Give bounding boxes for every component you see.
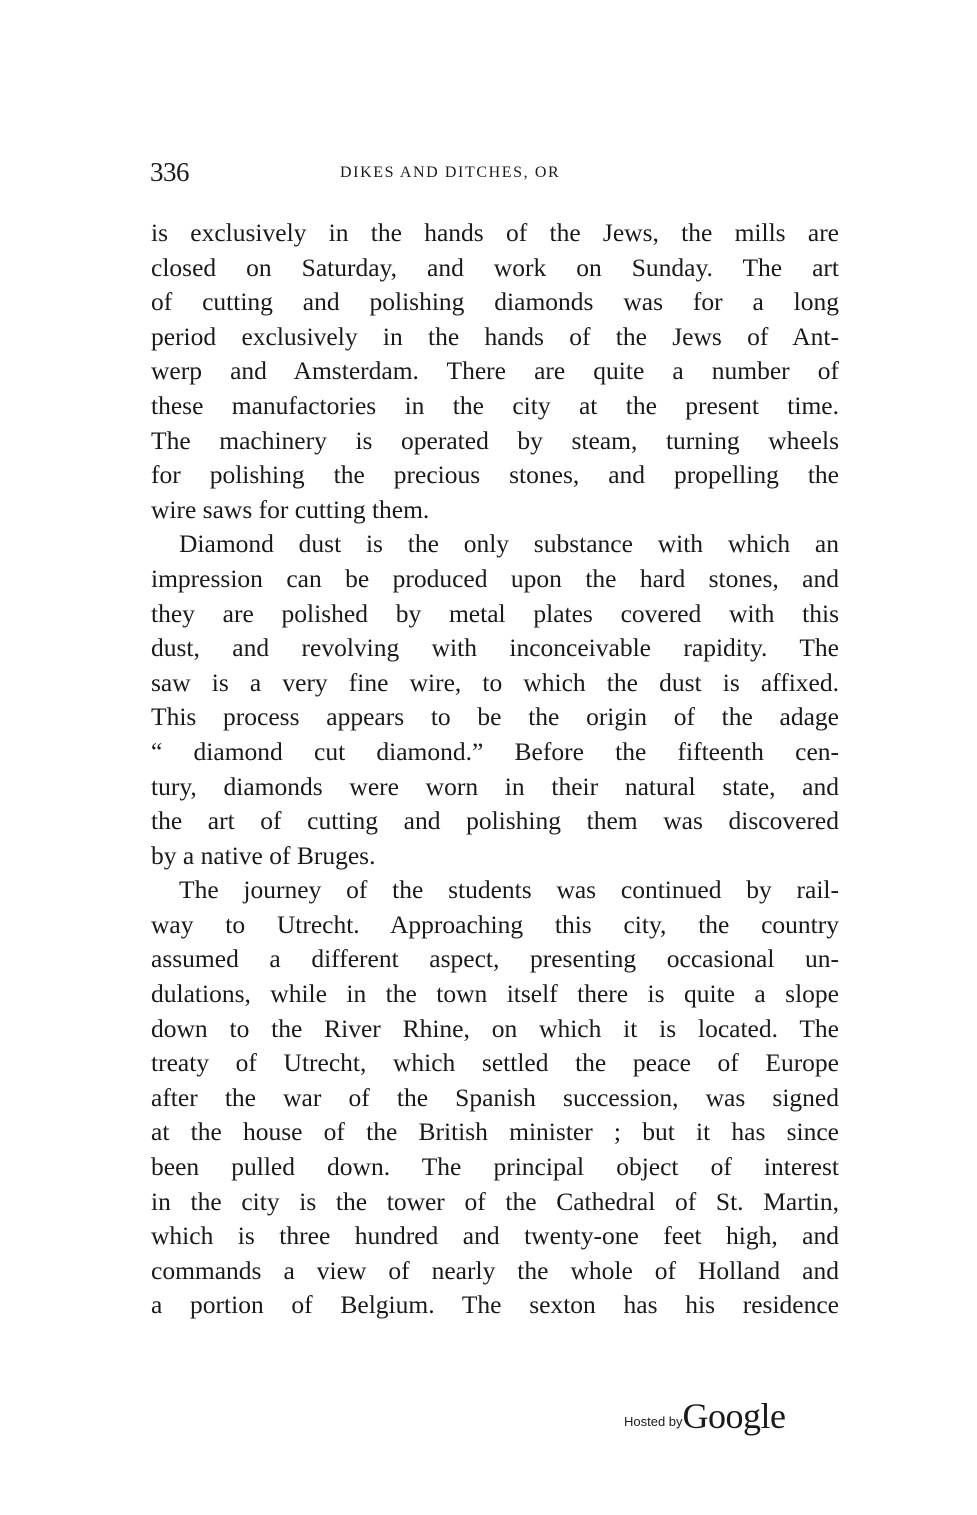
text-line: in the city is the tower of the Cathedral of St. Martin, [151,1186,839,1216]
text-line: treaty of Utrecht, which settled the peace of Europe [151,1048,839,1078]
text-line: dust, and revolving with inconceivable rapidity. The [151,633,839,663]
paragraph [151,873,839,1323]
text-line: of cutting and polishing diamonds was for a long [151,287,839,317]
text-line: dulations, while in the town itself there is quite a slope [151,979,839,1009]
page-header [150,157,840,193]
text-line: werp and Amsterdam. There are quite a number of [151,356,839,386]
hosted-by-label: Hosted by [624,1414,683,1429]
text-line: for polishing the precious stones, and propelling the [151,460,839,490]
running-head: DIKES AND DITCHES, OR [340,164,561,181]
text-line: The machinery is operated by steam, turning wheels [151,425,839,455]
text-line: period exclusively in the hands of the Jews of Ant- [151,321,839,351]
text-line: these manufactories in the city at the present time. [151,390,839,420]
hosted-by-google-watermark [624,1395,786,1437]
text-line: way to Utrecht. Approaching this city, the country [151,909,839,939]
text-line: impression can be produced upon the hard stones, and [151,563,839,593]
text-line: The journey of the students was continued by rail- [179,875,839,905]
google-logo: Google [682,1396,786,1436]
text-line: after the war of the Spanish succession, was signed [151,1082,839,1112]
text-line: commands a view of nearly the whole of Holland and [151,1255,839,1285]
paragraph [151,527,839,873]
text-line: which is three hundred and twenty-one feet high, and [151,1221,839,1251]
text-line: “ diamond cut diamond.” Before the fifteenth cen- [151,736,839,766]
text-line: by a native of Bruges. [151,840,376,870]
body-text [151,216,839,1323]
text-line: Diamond dust is the only substance with which an [179,529,839,559]
text-line: at the house of the British minister ; but it has since [151,1117,839,1147]
text-line: tury, diamonds were worn in their natural state, and [151,771,839,801]
text-line: saw is a very fine wire, to which the dust is affixed. [151,667,839,697]
text-line: closed on Saturday, and work on Sunday. The art [151,252,839,282]
text-line: a portion of Belgium. The sexton has his residence [151,1290,839,1320]
text-line: down to the River Rhine, on which it is located. The [151,1013,839,1043]
page-number: 336 [150,157,189,187]
text-line: wire saws for cutting them. [151,494,430,524]
paragraph [151,216,839,527]
text-line: been pulled down. The principal object of interest [151,1152,839,1182]
text-line: the art of cutting and polishing them was discovered [151,806,839,836]
text-line: they are polished by metal plates covered with this [151,598,839,628]
text-line: assumed a different aspect, presenting occasional un- [151,944,839,974]
text-line: is exclusively in the hands of the Jews, the mills are [151,218,839,247]
text-line: This process appears to be the origin of the adage [151,702,839,732]
